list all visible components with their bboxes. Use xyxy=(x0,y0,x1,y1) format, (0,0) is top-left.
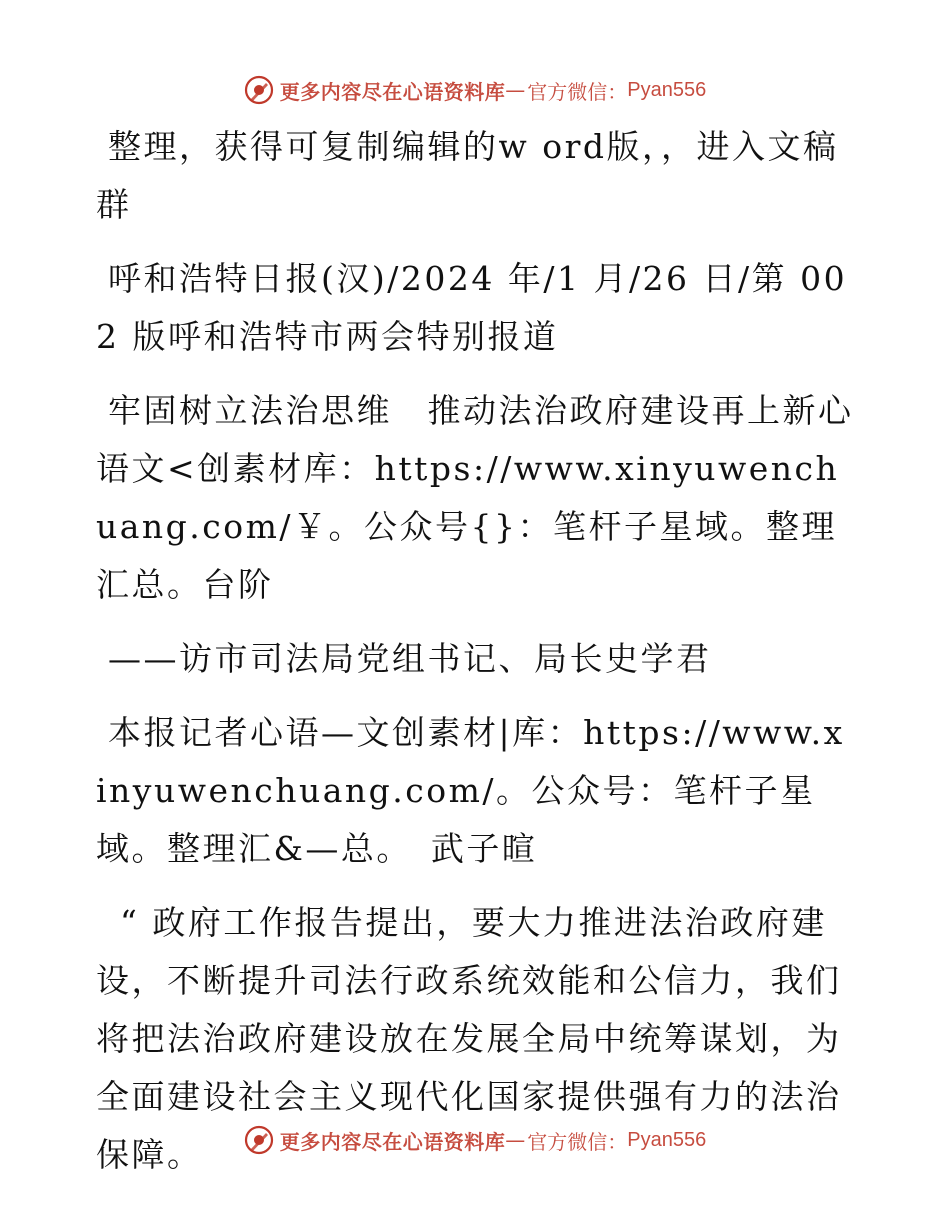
intro-note: 整理，获得可复制编辑的w ord版，，进入文稿群 xyxy=(96,127,839,224)
watermark-separator: — xyxy=(505,1128,526,1152)
watermark-wechat-label: 官方微信： xyxy=(527,1129,628,1154)
watermark-wechat-label: 官方微信： xyxy=(527,79,628,104)
reporter-byline: 本报记者心语—文创素材|库：https://www.xinyuwenchuang.com/。公众号：笔杆子星域。整理汇&—总。 武子暄 xyxy=(96,713,845,868)
watermark-wechat-id: Pyan556 xyxy=(627,78,707,101)
article-headline: 牢固树立法治思维 推动法治政府建设再上新心语文<创素材库：https://www.xinyuwenchuang.com/￥。公众号{}：笔杆子星域。整理汇总。台阶 xyxy=(96,391,854,604)
watermark-site-text: 更多内容尽在心语资料库 xyxy=(279,1129,506,1154)
quill-logo-icon xyxy=(244,75,274,105)
newspaper-source-line: 呼和浩特日报(汉)/2024 年/1 月/26 日/第 002 版呼和浩特市两会特别报道 xyxy=(96,259,848,356)
footer-watermark-banner xyxy=(0,1120,950,1160)
article-subheadline: ——访市司法局党组书记、局长史学君 xyxy=(108,639,712,678)
body-paragraph: “ 政府工作报告提出，要大力推进法治政府建设，不断提升司法行政系统效能和公信力，我们将把法治政府建设放在发展全局中统筹谋划，为全面建设社会主义现代化国家提供强有力的法治保障。 xyxy=(96,903,842,1174)
watermark-separator: — xyxy=(505,78,526,102)
document-body xyxy=(96,118,856,1200)
header-watermark-banner xyxy=(0,70,950,110)
watermark-site-text: 更多内容尽在心语资料库 xyxy=(279,79,506,104)
quill-logo-icon xyxy=(244,1125,274,1155)
watermark-wechat-id: Pyan556 xyxy=(627,1128,707,1151)
